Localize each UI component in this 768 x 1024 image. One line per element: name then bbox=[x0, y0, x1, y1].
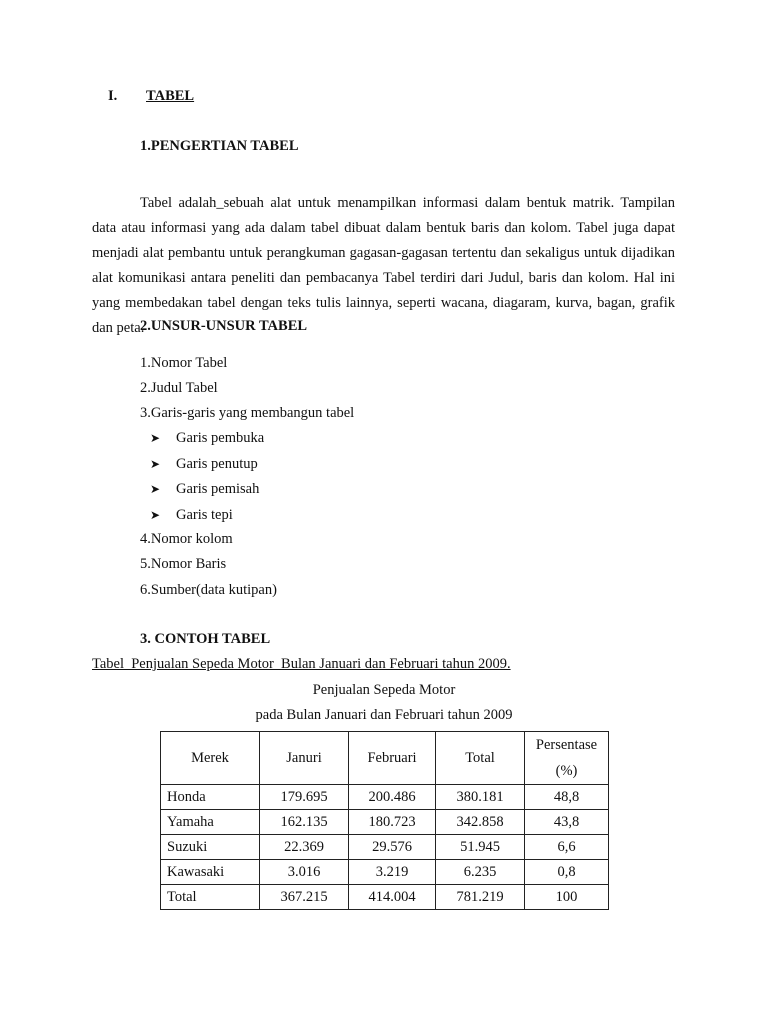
table-cell: 162.135 bbox=[260, 810, 349, 835]
table-cell: 342.858 bbox=[436, 810, 525, 835]
table-row bbox=[161, 835, 609, 860]
table-cell: 43,8 bbox=[525, 810, 609, 835]
table-cell: 6.235 bbox=[436, 860, 525, 885]
table-row bbox=[161, 810, 609, 835]
definition-paragraph: Tabel adalah_sebuah alat untuk menampilkan informasi dalam bentuk matrik. Tampilan data atau informasi yang ada dalam tabel dibuat dalam bentuk baris dan kolom. Tabel juga dapat menjadi alat pembantu untuk perangkuman gagasan-gagasan tertentu dan sekaligus untuk dijadikan alat komunikasi antara peneliti dan pembacanya Tabel terdiri dari Judul, baris dan kolom. Hal ini yang membedakan tabel dengan teks tulis lainnya, seperti wacana, diagaram, kurva, bagan, grafik dan peta. bbox=[92, 195, 675, 336]
list-item: 5.Nomor Baris bbox=[140, 556, 227, 572]
table-cell: 100 bbox=[525, 885, 609, 910]
list-item: 4.Nomor kolom bbox=[140, 531, 233, 547]
arrow-bullet-icon: ➤ bbox=[150, 508, 161, 522]
header-januri: Januri bbox=[260, 732, 349, 785]
table-cell: 6,6 bbox=[525, 835, 609, 860]
table-cell: 0,8 bbox=[525, 860, 609, 885]
section-1-title: 1.PENGERTIAN TABEL bbox=[140, 138, 299, 154]
table-cell: 51.945 bbox=[436, 835, 525, 860]
arrow-bullet-icon: ➤ bbox=[150, 482, 161, 496]
section-2-title: 2.UNSUR-UNSUR TABEL bbox=[140, 318, 308, 334]
table-cell: Honda bbox=[161, 785, 260, 810]
header-februari: Februari bbox=[349, 732, 436, 785]
list-item: 1.Nomor Tabel bbox=[140, 355, 228, 371]
header-total: Total bbox=[436, 732, 525, 785]
table-cell: 414.004 bbox=[349, 885, 436, 910]
list-item: 3.Garis-garis yang membangun tabel bbox=[140, 405, 355, 421]
bullet-label: Garis pemisah bbox=[176, 481, 260, 497]
bullet-label: Garis penutup bbox=[176, 456, 258, 472]
section-3-title: 3. CONTOH TABEL bbox=[140, 631, 271, 647]
arrow-bullet-icon: ➤ bbox=[150, 457, 161, 471]
header-persentase bbox=[525, 732, 609, 785]
bullet-item bbox=[150, 456, 258, 473]
header-percent-unit: (%) bbox=[555, 763, 578, 779]
bullet-item bbox=[150, 481, 259, 498]
table-cell: 48,8 bbox=[525, 785, 609, 810]
table-row bbox=[161, 885, 609, 910]
table-cell: 180.723 bbox=[349, 810, 436, 835]
arrow-bullet-icon: ➤ bbox=[150, 431, 161, 445]
sales-table bbox=[160, 731, 609, 910]
table-cell: 179.695 bbox=[260, 785, 349, 810]
bullet-item bbox=[150, 430, 264, 447]
header-persentase-label: Persentase bbox=[535, 737, 598, 753]
bullet-label: Garis pembuka bbox=[176, 430, 265, 446]
bullet-item bbox=[150, 507, 233, 524]
table-caption: Tabel Penjualan Sepeda Motor Bulan Januari dan Februari tahun 2009. bbox=[92, 656, 511, 672]
header-merek: Merek bbox=[161, 732, 260, 785]
table-title-line2: pada Bulan Januari dan Februari tahun 2009 bbox=[255, 707, 513, 723]
table-title-line1: Penjualan Sepeda Motor bbox=[312, 682, 456, 698]
bullet-label: Garis tepi bbox=[176, 507, 233, 523]
table-cell: 781.219 bbox=[436, 885, 525, 910]
table-cell: 3.016 bbox=[260, 860, 349, 885]
table-cell: Total bbox=[161, 885, 260, 910]
table-cell: Suzuki bbox=[161, 835, 260, 860]
table-cell: 367.215 bbox=[260, 885, 349, 910]
list-item: 6.Sumber(data kutipan) bbox=[140, 582, 277, 598]
table-row bbox=[161, 860, 609, 885]
table-cell: Kawasaki bbox=[161, 860, 260, 885]
table-cell: 380.181 bbox=[436, 785, 525, 810]
heading-title: TABEL bbox=[146, 88, 195, 104]
list-item: 2.Judul Tabel bbox=[140, 380, 218, 396]
table-cell: Yamaha bbox=[161, 810, 260, 835]
table-header-row bbox=[161, 732, 609, 785]
heading-number: I. bbox=[108, 88, 118, 104]
table-cell: 22.369 bbox=[260, 835, 349, 860]
table-row bbox=[161, 785, 609, 810]
table-cell: 29.576 bbox=[349, 835, 436, 860]
table-cell: 3.219 bbox=[349, 860, 436, 885]
table-cell: 200.486 bbox=[349, 785, 436, 810]
